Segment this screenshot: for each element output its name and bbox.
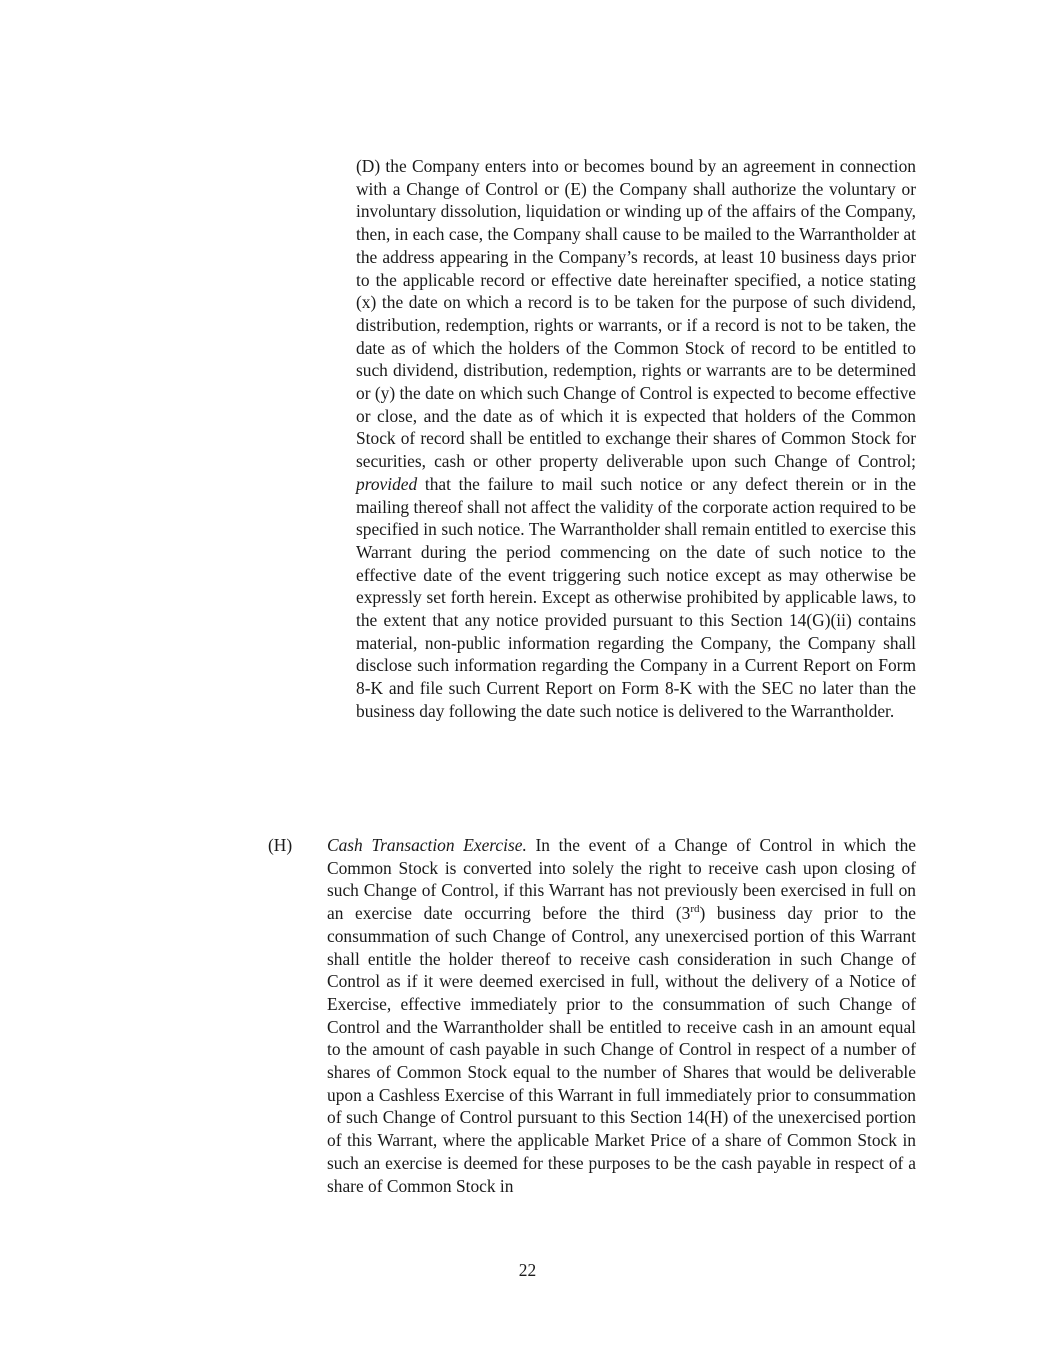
section-g-continuation-paragraph bbox=[356, 155, 916, 723]
section-g-text-part1: (D) the Company enters into or becomes bound by an agreement in connection with a Change of Control or (E) the Company shall authorize the voluntary or involuntary dissolution, liquidation or winding up of the affairs of the Company, then, in each case, the Company shall cause to be mailed to the Warrantholder at the address appearing in the Company’s records, at least 10 business days prior to the applicable record or effective date hereinafter specified, a notice stating (x) the date on which a record is to be taken for the purpose of such dividend, distribution, redemption, rights or warrants, or if a record is not to be taken, the date as of which the holders of the Common Stock of record to be entitled to such dividend, distribution, redemption, rights or warrants are to be determined or (y) the date on which such Change of Control is expected to become effective or close, and the date as of which it is expected that holders of the Common Stock of record shall be entitled to exchange their shares of Common Stock for securities, cash or other property deliverable upon such Change of Control; bbox=[356, 156, 916, 472]
provided-term: provided bbox=[356, 473, 418, 494]
page-number: 22 bbox=[518, 1260, 537, 1280]
section-h-label: (H) bbox=[268, 835, 293, 855]
section-g-text-part2: that the failure to mail such notice or any defect therein or in the mailing thereof shall not affect the validity of the corporate action required to be specified in such notice. The Warrantholder shall remain entitled to exercise this Warrant during the period commencing on the date of such notice to the effective date of the event triggering such notice except as may otherwise be expressly set forth herein. Except as otherwise prohibited by applicable laws, to the extent that any notice provided pursuant to this Section 14(G)(ii) contains material, non-public information regarding the Company, the Company shall disclose such information regarding the Company in a Current Report on Form 8-K and file such Current Report on Form 8-K with the SEC no later than the business day following the date such notice is delivered to the Warrantholder. bbox=[356, 473, 916, 721]
section-h-paragraph bbox=[327, 834, 916, 1197]
section-h-heading: Cash Transaction Exercise. bbox=[327, 835, 527, 855]
section-h-text-part1: In the event of a Change of Control in which the Common Stock is converted into solely the right to receive cash upon closing of such Change of Control, if this Warrant has not previously been exercised in full on an exercise date occurring before the third (3 bbox=[327, 835, 916, 924]
ordinal-superscript: rd bbox=[690, 903, 700, 916]
section-h-text-part2: ) business day prior to the consummation of such Change of Control, any unexercised portion of this Warrant shall entitle the holder thereof to receive cash consideration in such Change of Control as if it were deemed exercised in full, without the delivery of a Notice of Exercise, effective immediately prior to the consummation of such Change of Control and the Warrantholder shall be entitled to receive cash in an amount equal to the amount of cash payable in such Change of Control in respect of a number of shares of Common Stock equal to the number of Shares that would be deliverable upon a Cashless Exercise of this Warrant in full immediately prior to consummation of such Change of Control pursuant to this Section 14(H) of the unexercised portion of this Warrant, where the applicable Market Price of a share of Common Stock in such an exercise is deemed for these purposes to be the cash payable in respect of a share of Common Stock in bbox=[327, 903, 917, 1196]
